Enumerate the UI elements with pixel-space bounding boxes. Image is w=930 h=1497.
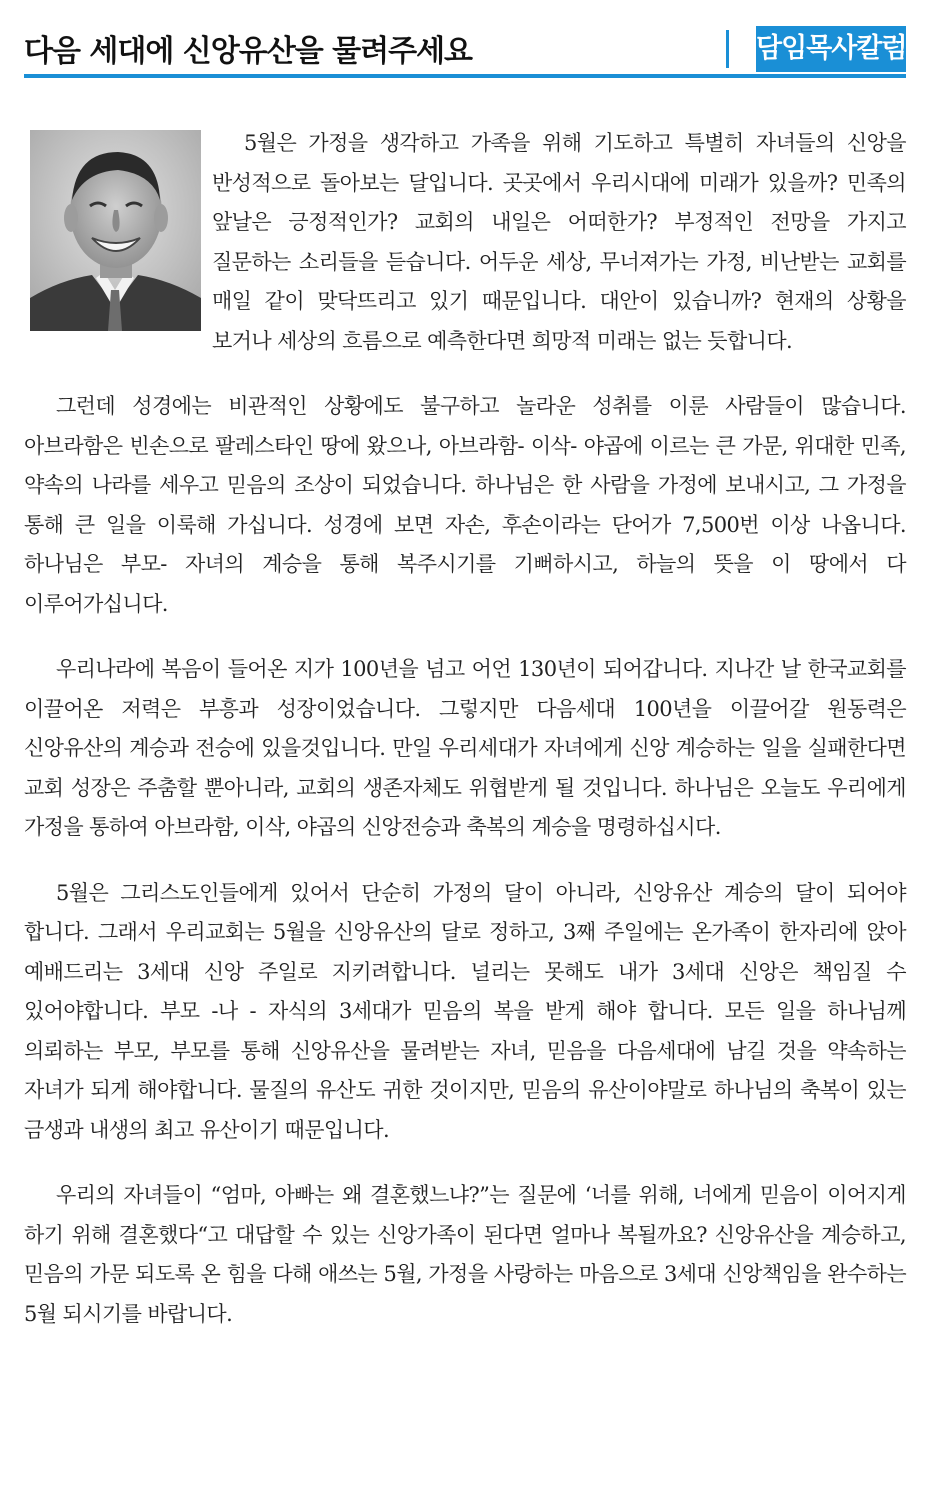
column-header [24,18,906,78]
header-rule [24,74,906,78]
category-badge: 담임목사칼럼 [756,26,906,72]
paragraph-2: 그런데 성경에는 비관적인 상황에도 불구하고 놀라운 성취를 이룬 사람들이 많습니다. 아브라함은 빈손으로 팔레스타인 땅에 왔으나, 아브라함- 이삭- 야곱에 이르는 큰 가문, 위대한 민족, 약속의 나라를 세우고 믿음의 조상이 되었습니다. 하나님은 한 사람을 가정에 보내시고, 그 가정을 통해 큰 일을 이룩해 가십니다. 성경에 보면 자손, 후손이라는 단어가 7,500번 이상 나옵니다. 하나님은 부모- 자녀의 계승을 통해 복주시기를 기뻐하시고, 하늘의 뜻을 이 땅에서 다 이루어가십니다. [24,394,906,616]
paragraph-3: 우리나라에 복음이 들어온 지가 100년을 넘고 어언 130년이 되어갑니다. 지나간 날 한국교회를 이끌어온 저력은 부흥과 성장이었습니다. 그렇지만 다음세대 100년을 이끌어갈 원동력은 신앙유산의 계승과 전승에 있을것입니다. 만일 우리세대가 자녀에게 신앙 계승하는 일을 실패한다면 교회 성장은 주춤할 뿐아니라, 교회의 생존자체도 위협받게 될 것입니다. 하나님은 오늘도 우리에게 가정을 통하여 아브라함, 이삭, 야곱의 신앙전승과 축복의 계승을 명령하십시다. [24,657,906,839]
paragraph-4: 5월은 그리스도인들에게 있어서 단순히 가정의 달이 아니라, 신앙유산 계승의 달이 되어야 합니다. 그래서 우리교회는 5월을 신앙유산의 달로 정하고, 3째 주일에는 온가족이 한자리에 앉아 예배드리는 3세대 신앙 주일로 지키려합니다. 널리는 못해도 내가 3세대 신앙은 책임질 수 있어야합니다. 부모 -나 - 자식의 3세대가 믿음의 복을 받게 해야 합니다. 모든 일을 하나님께 의뢰하는 부모, 부모를 통해 신앙유산을 물려받는 자녀, 믿음을 다음세대에 남길 것을 약속하는 자녀가 되게 해야합니다. 물질의 유산도 귀한 것이지만, 믿음의 유산이야말로 하나님의 축복이 있는 금생과 내생의 최고 유산이기 때문입니다. [24,880,906,1142]
header-divider [726,30,729,68]
photo-spacer [24,124,212,364]
paragraph-1: 5월은 가정을 생각하고 가족을 위해 기도하고 특별히 자녀들의 신앙을 반성적으로 돌아보는 달입니다. 곳곳에서 우리시대에 미래가 있을까? 민족의 앞날은 긍정적인가? 교회의 내일은 어떠한가? 부정적인 전망을 가지고 질문하는 소리들을 듣습니다. 어두운 세상, 무너져가는 가정, 비난받는 교회를 매일 같이 맞닥뜨리고 있기 때문입니다. 대안이 있습니까? 현재의 상황을 보거나 세상의 흐름으로 예측한다면 희망적 미래는 없는 듯합니다. [212,131,906,353]
paragraph-5: 우리의 자녀들이 “엄마, 아빠는 왜 결혼했느냐?”는 질문에 ‘너를 위해, 너에게 믿음이 이어지게 하기 위해 결혼했다“고 대답할 수 있는 신앙가족이 된다면 얼마나 복될까요? 신앙유산을 계승하고, 믿음의 가문 되도록 온 힘을 다해 애쓰는 5월, 가정을 사랑하는 마음으로 3세대 신앙책임을 완수하는 5월 되시기를 바랍니다. [24,1183,906,1326]
column-title: 다음 세대에 신앙유산을 물려주세요 [24,34,473,69]
column-body [24,124,906,1360]
